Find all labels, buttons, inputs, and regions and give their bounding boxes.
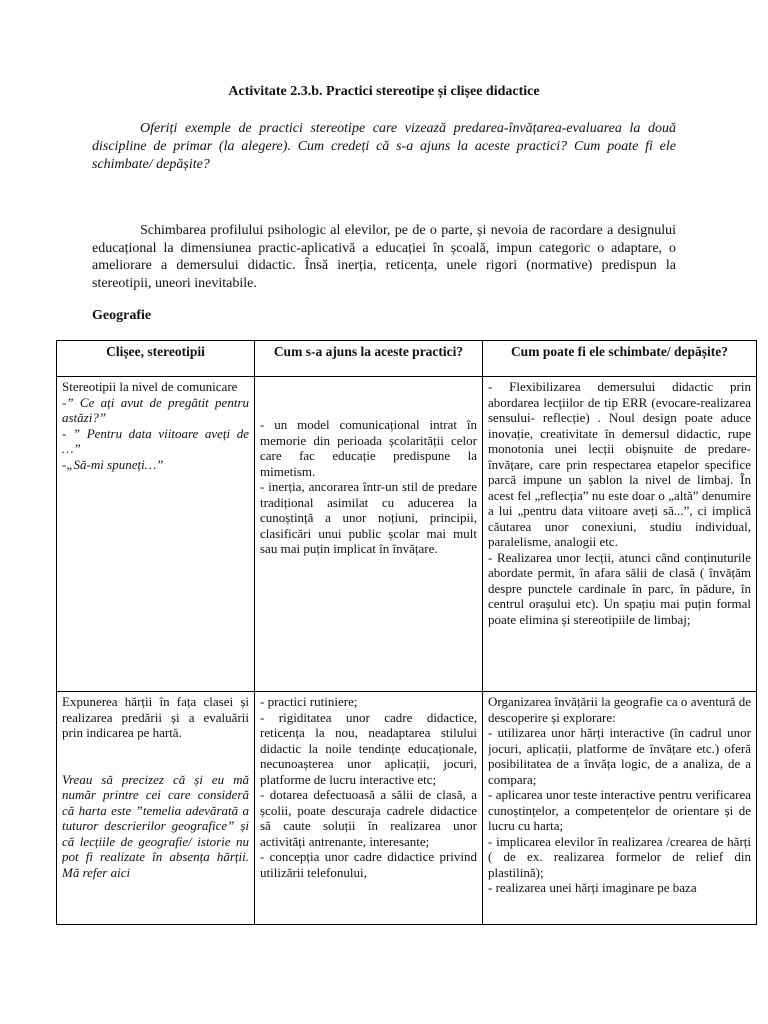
task-statement: Oferiți exemple de practici stereotipe care vizează predarea-învățarea-evaluarea la două discipline de primar (la alegere). Cum credeți că s-a ajuns la aceste practici? Cum poate fi ele schimbate/ depășite? [92, 121, 676, 172]
table-row [57, 377, 757, 692]
cell-note: Vreau să precizez că și eu mă număr printre cei care consideră că harta este ”temelia adevărată a tuturor descrierilor geografice” și că lecțiile de geografie/ istorie nu pot fi realizate în absența hărții. Mă refer aici [62, 771, 249, 880]
section-heading: Geografie [92, 308, 152, 323]
cell-origin-communication [255, 377, 483, 692]
intro-paragraph: Schimbarea profilului psihologic al elevilor, pe de o parte, și nevoia de racordare a designului educațional la dimensiunea practic-aplicativă a educației în școală, impun categoric o adaptare, o ameliorare a demersului didactic. Însă inerția, reticența, unele rigori (normative) predispun la stereotipii, uneori inevitabile. [92, 223, 676, 291]
stereotypes-table [56, 340, 757, 925]
list-item: - realizarea unei hărți imaginare pe baza [488, 880, 697, 895]
list-item: - aplicarea unor teste interactive pentru verificarea cunoștințelor, a competențelor de orientare și de lucru cu harta; [488, 787, 751, 833]
list-item: - un model comunicațional intrat în memorie din perioada școlarității celor care fac educație predispune la mimetism. [260, 417, 477, 479]
cell-origin-map [255, 692, 483, 925]
cell-solution-communication [483, 377, 757, 692]
list-item: -” Ce ați avut de pregătit pentru astăzi?” [62, 394, 249, 425]
list-item: - Flexibilizarea demersului didactic prin abordarea lecțiilor de tip ERR (evocare-realizarea sensului- reflecție) . Noul design poate aduce inovație, creativitate în demersul didactic, rupe monotonia unei lecții obișnuite de predare-învățare, care prin respectarea etapelor specifice parcă impune un șablon la nivel de limbaj. În acest fel „reflecția” nu este doar o „altă” denumire a lui „pentru data viitoare aveți să...”, ci implică căutarea unor conexiuni, studiu individual, paralelisme, analogii etc. [488, 379, 751, 549]
list-item: Organizarea învățării la geografie ca o aventură de descoperire și explorare: [488, 694, 751, 725]
table-row [57, 692, 757, 925]
cell-cliche-communication [57, 377, 255, 692]
list-item: - ” Pentru data viitoare aveți de …” [62, 425, 249, 456]
page-title: Activitate 2.3.b. Practici stereotipe și clișee didactice [228, 84, 540, 99]
list-item: - implicarea elevilor în realizarea /crearea de hărți ( de ex. realizarea formelor de relief din plastilină); [488, 833, 751, 880]
list-item: - dotarea defectuoasă a sălii de clasă, a școlii, poate descuraja cadrele didactice să caute soluții în realizarea unor activități antrenante, interesante; [260, 787, 477, 849]
header-origin: Cum s-a ajuns la aceste practici? [255, 341, 483, 377]
list-item: - concepția unor cadre didactice privind utilizării telefonului, [260, 849, 477, 880]
list-item: - Realizarea unor lecții, atunci când conținuturile abordate permit, în afara sălii de clasă ( învățăm despre punctele cardinale în parc, în pădure, în centrul orașului etc). Un spațiu mai puțin formal poate elimina și stereotipiile de limbaj; [488, 549, 751, 627]
table-header-row [57, 341, 757, 377]
header-solutions: Cum poate fi ele schimbate/ depășite? [483, 341, 757, 377]
list-item: - inerția, ancorarea într-un stil de predare tradițional asimilat cu aducerea la cunoștință a unor noțiuni, principii, clasificări unui public școlar mai mult sau mai puțin implicat în învățare. [260, 479, 477, 556]
list-item: -„Să-mi spuneți…” [62, 456, 164, 472]
cell-cliche-map [57, 692, 255, 925]
cell-text: Stereotipii la nivel de comunicare [62, 379, 238, 394]
cell-solution-map [483, 692, 757, 925]
list-item: - utilizarea unor hărți interactive (în cadrul unor jocuri, aplicații, platforme de învățare etc.) oferă posibilitatea de a învăța logic, de a analiza, de a compara; [488, 725, 751, 787]
list-item: - practici rutiniere; [260, 694, 358, 709]
header-cliches: Clișee, stereotipii [57, 341, 255, 377]
list-item: - rigiditatea unor cadre didactice, reticența la nou, neadaptarea stilului didactic la noile tendințe educaționale, necunoașterea unor aplicații, jocuri, platforme de lucru interactive etc; [260, 709, 477, 787]
cell-text: Expunerea hărții în fața clasei și realizarea predării și a evaluării prin indicarea pe hartă. [62, 694, 249, 740]
